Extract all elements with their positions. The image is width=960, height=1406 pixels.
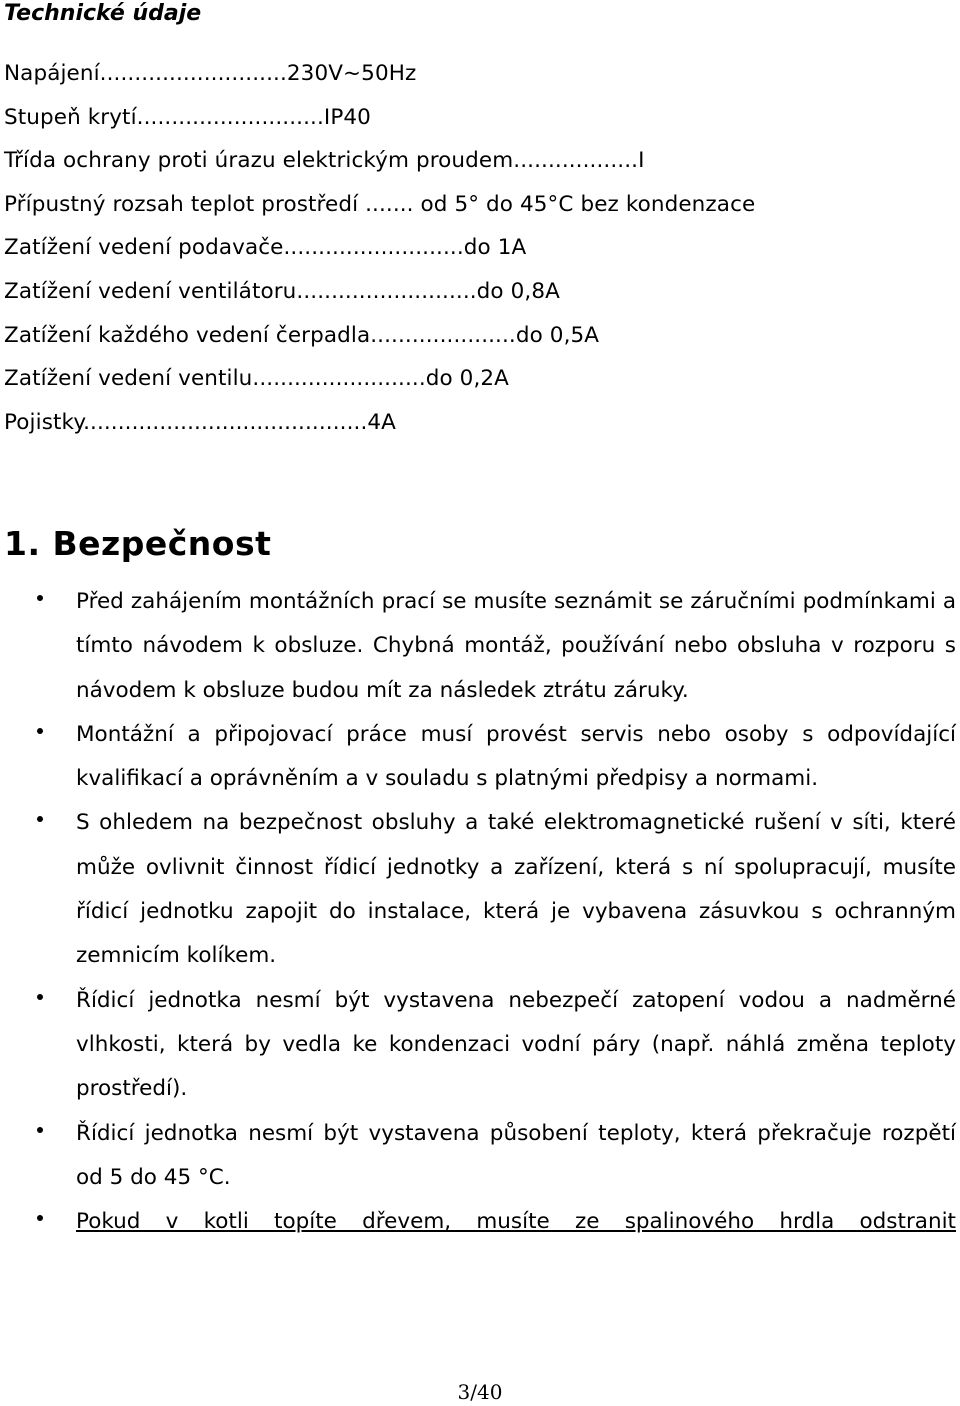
bullet-icon [37, 1127, 43, 1133]
list-item-text: Řídicí jednotka nesmí být vystavena nebezpečí zatopení vodou a nadměrné vlhkosti, která by vedla ke kondenzaci vodní páry (např. náhlá změna teploty prostředí). [76, 987, 956, 1102]
spec-item: Pojistky.........................................4A [4, 409, 396, 435]
bullet-icon [37, 728, 43, 734]
page-number: 3/40 [457, 1380, 503, 1404]
list-item-text-underlined: Pokud v kotli topíte dřevem, musíte ze spalinového hrdla odstranit [76, 1209, 956, 1235]
bullet-icon [37, 1215, 43, 1221]
section-title: 1. Bezpečnost [4, 524, 272, 563]
spec-item: Zatížení vedení podavače..........................do 1A [4, 235, 527, 261]
list-item [0, 580, 956, 713]
spec-item: Stupeň krytí...........................IP40 [4, 104, 371, 130]
spec-item: Zatížení vedení ventilu.........................do 0,2A [4, 366, 509, 392]
spec-item: Zatížení vedení ventilátoru..........................do 0,8A [4, 278, 560, 304]
list-item-text: Před zahájením montážních prací se musíte seznámit se záručními podmínkami a tímto návodem k obsluze. Chybná montáž, používání nebo obsluha v rozporu s návodem k obsluze budou mít za následek ztrátu záruky. [76, 589, 956, 703]
list-item [0, 1112, 956, 1201]
list-item [0, 801, 956, 978]
spec-item: Třída ochrany proti úrazu elektrickým proudem..................I [4, 148, 645, 174]
spec-item: Napájení...........................230V~50Hz [4, 61, 417, 86]
technical-data-heading: Technické údaje [4, 1, 202, 26]
list-item [0, 713, 956, 802]
bullet-icon [37, 994, 43, 1000]
spec-list [4, 52, 755, 444]
spec-item: Přípustný rozsah teplot prostředí ....... od 5° do 45°C bez kondenzace [4, 191, 756, 217]
spec-item: Zatížení každého vedení čerpadla.....................do 0,5A [4, 322, 600, 348]
list-item-text: Řídicí jednotka nesmí být vystavena působení teploty, která překračuje rozpětí od 5 do 45 °C. [76, 1120, 956, 1190]
list-item-text: Montážní a připojovací práce musí provést servis nebo osoby s odpovídající kvalifikací a oprávněním a v souladu s platnými předpisy a normami. [76, 721, 956, 792]
bullet-icon [37, 595, 43, 601]
bullet-icon [37, 816, 43, 822]
safety-bullet-list [0, 580, 960, 1244]
list-item-text: S ohledem na bezpečnost obsluhy a také elektromagnetické rušení v síti, které může ovlivnit činnost řídicí jednotky a zařízení, která s ní spolupracují, musíte řídicí jednotku zapojit do instalace, která je vybavena zásuvkou s ochranným zemnicím kolíkem. [76, 810, 956, 969]
list-item [0, 979, 956, 1112]
list-item [0, 1200, 956, 1244]
